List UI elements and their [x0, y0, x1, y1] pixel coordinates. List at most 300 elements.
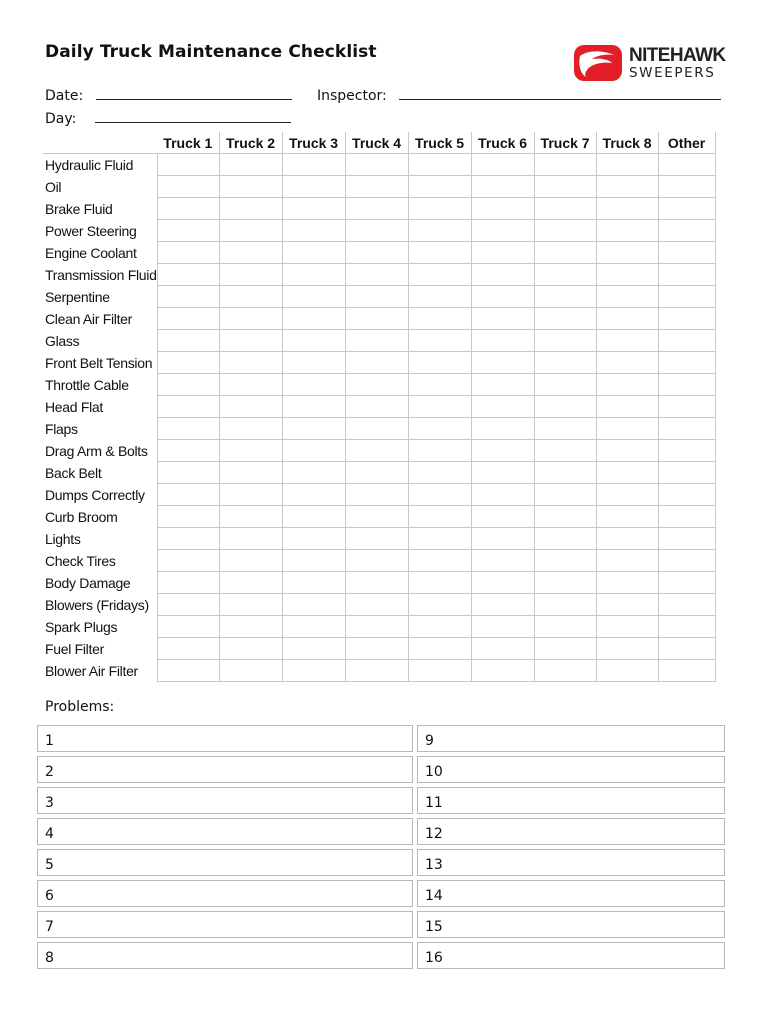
- check-cell[interactable]: [471, 572, 534, 594]
- check-cell[interactable]: [157, 660, 219, 682]
- check-cell[interactable]: [534, 352, 596, 374]
- check-cell[interactable]: [658, 308, 715, 330]
- check-cell[interactable]: [408, 154, 471, 176]
- logo-wordmark-top: NITEHAWK: [629, 45, 726, 66]
- column-header: Truck 1: [157, 132, 219, 154]
- problem-entry-box[interactable]: 1: [37, 725, 413, 752]
- check-cell[interactable]: [408, 506, 471, 528]
- check-cell[interactable]: [282, 286, 345, 308]
- check-cell[interactable]: [282, 462, 345, 484]
- check-cell[interactable]: [658, 594, 715, 616]
- table-row: [43, 484, 715, 506]
- check-cell[interactable]: [157, 396, 219, 418]
- check-cell[interactable]: [157, 440, 219, 462]
- check-cell[interactable]: [471, 418, 534, 440]
- check-cell[interactable]: [596, 242, 658, 264]
- check-cell[interactable]: [596, 198, 658, 220]
- day-field[interactable]: [45, 111, 291, 127]
- check-cell[interactable]: [408, 594, 471, 616]
- check-cell[interactable]: [345, 484, 408, 506]
- checklist-item-label: Drag Arm & Bolts: [45, 442, 148, 459]
- check-cell[interactable]: [596, 286, 658, 308]
- table-row: [43, 462, 715, 484]
- check-cell[interactable]: [282, 440, 345, 462]
- check-cell[interactable]: [345, 330, 408, 352]
- check-cell[interactable]: [345, 242, 408, 264]
- check-cell[interactable]: [345, 308, 408, 330]
- check-cell[interactable]: [157, 308, 219, 330]
- check-cell[interactable]: [157, 242, 219, 264]
- check-cell[interactable]: [658, 198, 715, 220]
- check-cell[interactable]: [345, 198, 408, 220]
- problem-entry-box[interactable]: 10: [417, 756, 725, 783]
- problem-entry-box[interactable]: 15: [417, 911, 725, 938]
- check-cell[interactable]: [157, 374, 219, 396]
- check-cell[interactable]: [471, 484, 534, 506]
- check-cell[interactable]: [658, 176, 715, 198]
- nitehawk-logo: [572, 44, 732, 84]
- check-cell[interactable]: [345, 396, 408, 418]
- check-cell[interactable]: [219, 594, 282, 616]
- check-cell[interactable]: [157, 506, 219, 528]
- check-cell[interactable]: [282, 264, 345, 286]
- check-cell[interactable]: [282, 594, 345, 616]
- checklist-item-label: Power Steering: [45, 222, 137, 239]
- check-cell[interactable]: [408, 220, 471, 242]
- checklist-item-label: Clean Air Filter: [45, 310, 133, 327]
- check-cell[interactable]: [471, 462, 534, 484]
- check-cell[interactable]: [596, 660, 658, 682]
- check-cell[interactable]: [219, 572, 282, 594]
- check-cell[interactable]: [471, 506, 534, 528]
- check-cell[interactable]: [282, 418, 345, 440]
- check-cell[interactable]: [157, 594, 219, 616]
- check-cell[interactable]: [408, 484, 471, 506]
- checklist-item-label: Check Tires: [45, 552, 116, 569]
- check-cell[interactable]: [471, 374, 534, 396]
- date-field[interactable]: [45, 88, 292, 104]
- check-cell[interactable]: [157, 220, 219, 242]
- checklist-item-label: Front Belt Tension: [45, 354, 153, 371]
- table-row: [43, 154, 715, 176]
- check-cell[interactable]: [282, 616, 345, 638]
- problem-entry-box[interactable]: 16: [417, 942, 725, 969]
- check-cell[interactable]: [658, 330, 715, 352]
- check-cell[interactable]: [658, 572, 715, 594]
- checklist-item-label: Blower Air Filter: [45, 662, 138, 679]
- check-cell[interactable]: [658, 638, 715, 660]
- day-label: Day:: [45, 111, 77, 127]
- check-cell[interactable]: [345, 440, 408, 462]
- check-cell[interactable]: [534, 660, 596, 682]
- check-cell[interactable]: [345, 352, 408, 374]
- table-row: [43, 528, 715, 550]
- problem-entry-box[interactable]: 12: [417, 818, 725, 845]
- table-row: [43, 396, 715, 418]
- table-body: [43, 154, 715, 682]
- check-cell[interactable]: [596, 462, 658, 484]
- check-cell[interactable]: [219, 220, 282, 242]
- check-cell[interactable]: [345, 660, 408, 682]
- check-cell[interactable]: [408, 418, 471, 440]
- check-cell[interactable]: [596, 506, 658, 528]
- check-cell[interactable]: [471, 550, 534, 572]
- check-cell[interactable]: [534, 418, 596, 440]
- table-row: [43, 198, 715, 220]
- table-row: [43, 440, 715, 462]
- check-cell[interactable]: [408, 264, 471, 286]
- check-cell[interactable]: [219, 638, 282, 660]
- check-cell[interactable]: [471, 528, 534, 550]
- check-cell[interactable]: [471, 330, 534, 352]
- check-cell[interactable]: [219, 374, 282, 396]
- check-cell[interactable]: [157, 418, 219, 440]
- check-cell[interactable]: [534, 220, 596, 242]
- check-cell[interactable]: [596, 374, 658, 396]
- check-cell[interactable]: [534, 638, 596, 660]
- table-row: [43, 506, 715, 528]
- check-cell[interactable]: [219, 242, 282, 264]
- check-cell[interactable]: [471, 198, 534, 220]
- check-cell[interactable]: [596, 572, 658, 594]
- column-header: Truck 4: [345, 132, 408, 154]
- check-cell[interactable]: [596, 440, 658, 462]
- check-cell[interactable]: [596, 528, 658, 550]
- check-cell[interactable]: [534, 528, 596, 550]
- checklist-item-label: Spark Plugs: [45, 618, 118, 635]
- check-cell[interactable]: [534, 550, 596, 572]
- check-cell[interactable]: [157, 484, 219, 506]
- checklist-item-label: Brake Fluid: [45, 200, 113, 217]
- check-cell[interactable]: [471, 352, 534, 374]
- check-cell[interactable]: [471, 176, 534, 198]
- check-cell[interactable]: [157, 286, 219, 308]
- check-cell[interactable]: [345, 418, 408, 440]
- column-header: Other: [658, 132, 715, 154]
- check-cell[interactable]: [219, 550, 282, 572]
- check-cell[interactable]: [282, 484, 345, 506]
- check-cell[interactable]: [282, 528, 345, 550]
- checklist-item-label: Blowers (Fridays): [45, 596, 149, 613]
- check-cell[interactable]: [596, 308, 658, 330]
- check-cell[interactable]: [471, 660, 534, 682]
- check-cell[interactable]: [658, 374, 715, 396]
- check-cell[interactable]: [658, 352, 715, 374]
- table-row: [43, 242, 715, 264]
- check-cell[interactable]: [219, 352, 282, 374]
- check-cell[interactable]: [534, 286, 596, 308]
- check-cell[interactable]: [219, 484, 282, 506]
- check-cell[interactable]: [658, 506, 715, 528]
- check-cell[interactable]: [345, 220, 408, 242]
- column-header: Truck 6: [471, 132, 534, 154]
- check-cell[interactable]: [282, 396, 345, 418]
- check-cell[interactable]: [534, 572, 596, 594]
- check-cell[interactable]: [408, 308, 471, 330]
- column-header: Truck 8: [596, 132, 658, 154]
- check-cell[interactable]: [282, 220, 345, 242]
- hawk-logo-icon: [572, 44, 624, 82]
- check-cell[interactable]: [408, 176, 471, 198]
- check-cell[interactable]: [596, 484, 658, 506]
- check-cell[interactable]: [658, 550, 715, 572]
- check-cell[interactable]: [219, 660, 282, 682]
- table-row: [43, 572, 715, 594]
- check-cell[interactable]: [282, 506, 345, 528]
- check-cell[interactable]: [658, 264, 715, 286]
- table-row: [43, 220, 715, 242]
- problem-entry-box[interactable]: 9: [417, 725, 725, 752]
- check-cell[interactable]: [658, 660, 715, 682]
- check-cell[interactable]: [471, 440, 534, 462]
- check-cell[interactable]: [408, 572, 471, 594]
- check-cell[interactable]: [282, 308, 345, 330]
- checklist-item-label: Fuel Filter: [45, 640, 104, 657]
- check-cell[interactable]: [345, 286, 408, 308]
- check-cell[interactable]: [345, 154, 408, 176]
- check-cell[interactable]: [471, 594, 534, 616]
- table-row: [43, 660, 715, 682]
- table-corner: [43, 132, 157, 154]
- check-cell[interactable]: [282, 660, 345, 682]
- check-cell[interactable]: [658, 286, 715, 308]
- checklist-item-label: Throttle Cable: [45, 376, 129, 393]
- check-cell[interactable]: [219, 440, 282, 462]
- maintenance-checklist-table: [43, 132, 716, 682]
- check-cell[interactable]: [219, 528, 282, 550]
- problem-entry-box[interactable]: 7: [37, 911, 413, 938]
- table-row: [43, 264, 715, 286]
- check-cell[interactable]: [658, 484, 715, 506]
- check-cell[interactable]: [534, 176, 596, 198]
- check-cell[interactable]: [282, 154, 345, 176]
- check-cell[interactable]: [157, 154, 219, 176]
- check-cell[interactable]: [658, 462, 715, 484]
- check-cell[interactable]: [471, 396, 534, 418]
- table-row: [43, 286, 715, 308]
- table-row: [43, 638, 715, 660]
- check-cell[interactable]: [658, 418, 715, 440]
- check-cell[interactable]: [219, 198, 282, 220]
- table-row: [43, 616, 715, 638]
- check-cell[interactable]: [658, 396, 715, 418]
- check-cell[interactable]: [596, 616, 658, 638]
- check-cell[interactable]: [282, 242, 345, 264]
- check-cell[interactable]: [157, 550, 219, 572]
- check-cell[interactable]: [534, 198, 596, 220]
- check-cell[interactable]: [471, 286, 534, 308]
- problem-entry-box[interactable]: 14: [417, 880, 725, 907]
- check-cell[interactable]: [658, 528, 715, 550]
- check-cell[interactable]: [345, 638, 408, 660]
- date-blank-line[interactable]: [96, 88, 292, 100]
- check-cell[interactable]: [157, 572, 219, 594]
- check-cell[interactable]: [157, 330, 219, 352]
- check-cell[interactable]: [219, 418, 282, 440]
- check-cell[interactable]: [596, 418, 658, 440]
- check-cell[interactable]: [219, 176, 282, 198]
- problem-entry-box[interactable]: 5: [37, 849, 413, 876]
- check-cell[interactable]: [282, 330, 345, 352]
- check-cell[interactable]: [596, 352, 658, 374]
- check-cell[interactable]: [534, 462, 596, 484]
- check-cell[interactable]: [157, 462, 219, 484]
- check-cell[interactable]: [471, 242, 534, 264]
- check-cell[interactable]: [345, 176, 408, 198]
- check-cell[interactable]: [534, 594, 596, 616]
- check-cell[interactable]: [408, 286, 471, 308]
- check-cell[interactable]: [596, 154, 658, 176]
- check-cell[interactable]: [408, 198, 471, 220]
- check-cell[interactable]: [408, 638, 471, 660]
- checklist-item-label: Curb Broom: [45, 508, 118, 525]
- problem-entry-box[interactable]: 4: [37, 818, 413, 845]
- check-cell[interactable]: [408, 440, 471, 462]
- check-cell[interactable]: [282, 572, 345, 594]
- check-cell[interactable]: [219, 396, 282, 418]
- check-cell[interactable]: [408, 352, 471, 374]
- table-row: [43, 418, 715, 440]
- check-cell[interactable]: [658, 220, 715, 242]
- check-cell[interactable]: [157, 264, 219, 286]
- check-cell[interactable]: [408, 550, 471, 572]
- check-cell[interactable]: [408, 330, 471, 352]
- check-cell[interactable]: [534, 484, 596, 506]
- check-cell[interactable]: [534, 616, 596, 638]
- check-cell[interactable]: [534, 242, 596, 264]
- check-cell[interactable]: [534, 308, 596, 330]
- table-row: [43, 550, 715, 572]
- check-cell[interactable]: [471, 638, 534, 660]
- check-cell[interactable]: [157, 176, 219, 198]
- check-cell[interactable]: [596, 330, 658, 352]
- check-cell[interactable]: [408, 616, 471, 638]
- checklist-item-label: Dumps Correctly: [45, 486, 145, 503]
- checklist-item-label: Glass: [45, 332, 80, 349]
- check-cell[interactable]: [471, 308, 534, 330]
- check-cell[interactable]: [471, 220, 534, 242]
- check-cell[interactable]: [408, 396, 471, 418]
- problems-label: Problems:: [45, 699, 115, 715]
- check-cell[interactable]: [471, 616, 534, 638]
- check-cell[interactable]: [219, 154, 282, 176]
- check-cell[interactable]: [345, 550, 408, 572]
- check-cell[interactable]: [658, 440, 715, 462]
- inspector-label: Inspector:: [317, 88, 387, 104]
- check-cell[interactable]: [345, 594, 408, 616]
- column-header: Truck 2: [219, 132, 282, 154]
- check-cell[interactable]: [471, 154, 534, 176]
- check-cell[interactable]: [219, 330, 282, 352]
- check-cell[interactable]: [534, 154, 596, 176]
- check-cell[interactable]: [219, 308, 282, 330]
- check-cell[interactable]: [219, 286, 282, 308]
- check-cell[interactable]: [345, 264, 408, 286]
- check-cell[interactable]: [345, 528, 408, 550]
- table-row: [43, 352, 715, 374]
- problem-entry-box[interactable]: 6: [37, 880, 413, 907]
- checklist-item-label: Back Belt: [45, 464, 102, 481]
- check-cell[interactable]: [157, 528, 219, 550]
- check-cell[interactable]: [219, 264, 282, 286]
- check-cell[interactable]: [282, 198, 345, 220]
- check-cell[interactable]: [596, 638, 658, 660]
- column-header: Truck 7: [534, 132, 596, 154]
- check-cell[interactable]: [219, 462, 282, 484]
- checklist-item-label: Hydraulic Fluid: [45, 156, 134, 173]
- check-cell[interactable]: [534, 506, 596, 528]
- logo-wordmark-bottom: SWEEPERS: [629, 65, 716, 81]
- inspector-blank-line[interactable]: [399, 88, 721, 100]
- check-cell[interactable]: [219, 506, 282, 528]
- check-cell[interactable]: [345, 374, 408, 396]
- page-title: Daily Truck Maintenance Checklist: [45, 42, 377, 62]
- check-cell[interactable]: [596, 594, 658, 616]
- table-row: [43, 308, 715, 330]
- checklist-item-label: Engine Coolant: [45, 244, 137, 261]
- check-cell[interactable]: [596, 550, 658, 572]
- problem-entry-box[interactable]: 2: [37, 756, 413, 783]
- check-cell[interactable]: [157, 616, 219, 638]
- check-cell[interactable]: [596, 264, 658, 286]
- check-cell[interactable]: [345, 616, 408, 638]
- check-cell[interactable]: [658, 616, 715, 638]
- inspector-field[interactable]: [317, 88, 721, 104]
- table-header-row: [43, 132, 715, 154]
- check-cell[interactable]: [282, 176, 345, 198]
- check-cell[interactable]: [282, 374, 345, 396]
- check-cell[interactable]: [658, 242, 715, 264]
- check-cell[interactable]: [534, 330, 596, 352]
- check-cell[interactable]: [471, 264, 534, 286]
- table-row: [43, 176, 715, 198]
- check-cell[interactable]: [408, 660, 471, 682]
- check-cell[interactable]: [596, 176, 658, 198]
- check-cell[interactable]: [408, 528, 471, 550]
- check-cell[interactable]: [534, 264, 596, 286]
- check-cell[interactable]: [596, 396, 658, 418]
- problem-entry-box[interactable]: 11: [417, 787, 725, 814]
- check-cell[interactable]: [534, 440, 596, 462]
- problem-entry-box[interactable]: 13: [417, 849, 725, 876]
- table-row: [43, 374, 715, 396]
- check-cell[interactable]: [658, 154, 715, 176]
- check-cell[interactable]: [534, 374, 596, 396]
- check-cell[interactable]: [534, 396, 596, 418]
- check-cell[interactable]: [596, 220, 658, 242]
- check-cell[interactable]: [157, 352, 219, 374]
- check-cell[interactable]: [157, 638, 219, 660]
- check-cell[interactable]: [282, 550, 345, 572]
- problem-entry-box[interactable]: 3: [37, 787, 413, 814]
- day-blank-line[interactable]: [95, 111, 291, 123]
- check-cell[interactable]: [157, 198, 219, 220]
- check-cell[interactable]: [219, 616, 282, 638]
- checklist-item-label: Transmission Fluid: [45, 266, 157, 283]
- check-cell[interactable]: [408, 462, 471, 484]
- column-header: Truck 5: [408, 132, 471, 154]
- check-cell[interactable]: [408, 374, 471, 396]
- check-cell[interactable]: [282, 352, 345, 374]
- check-cell[interactable]: [345, 462, 408, 484]
- check-cell[interactable]: [345, 506, 408, 528]
- check-cell[interactable]: [282, 638, 345, 660]
- check-cell[interactable]: [408, 242, 471, 264]
- table-row: [43, 594, 715, 616]
- checklist-item-label: Serpentine: [45, 288, 110, 305]
- check-cell[interactable]: [345, 572, 408, 594]
- problem-entry-box[interactable]: 8: [37, 942, 413, 969]
